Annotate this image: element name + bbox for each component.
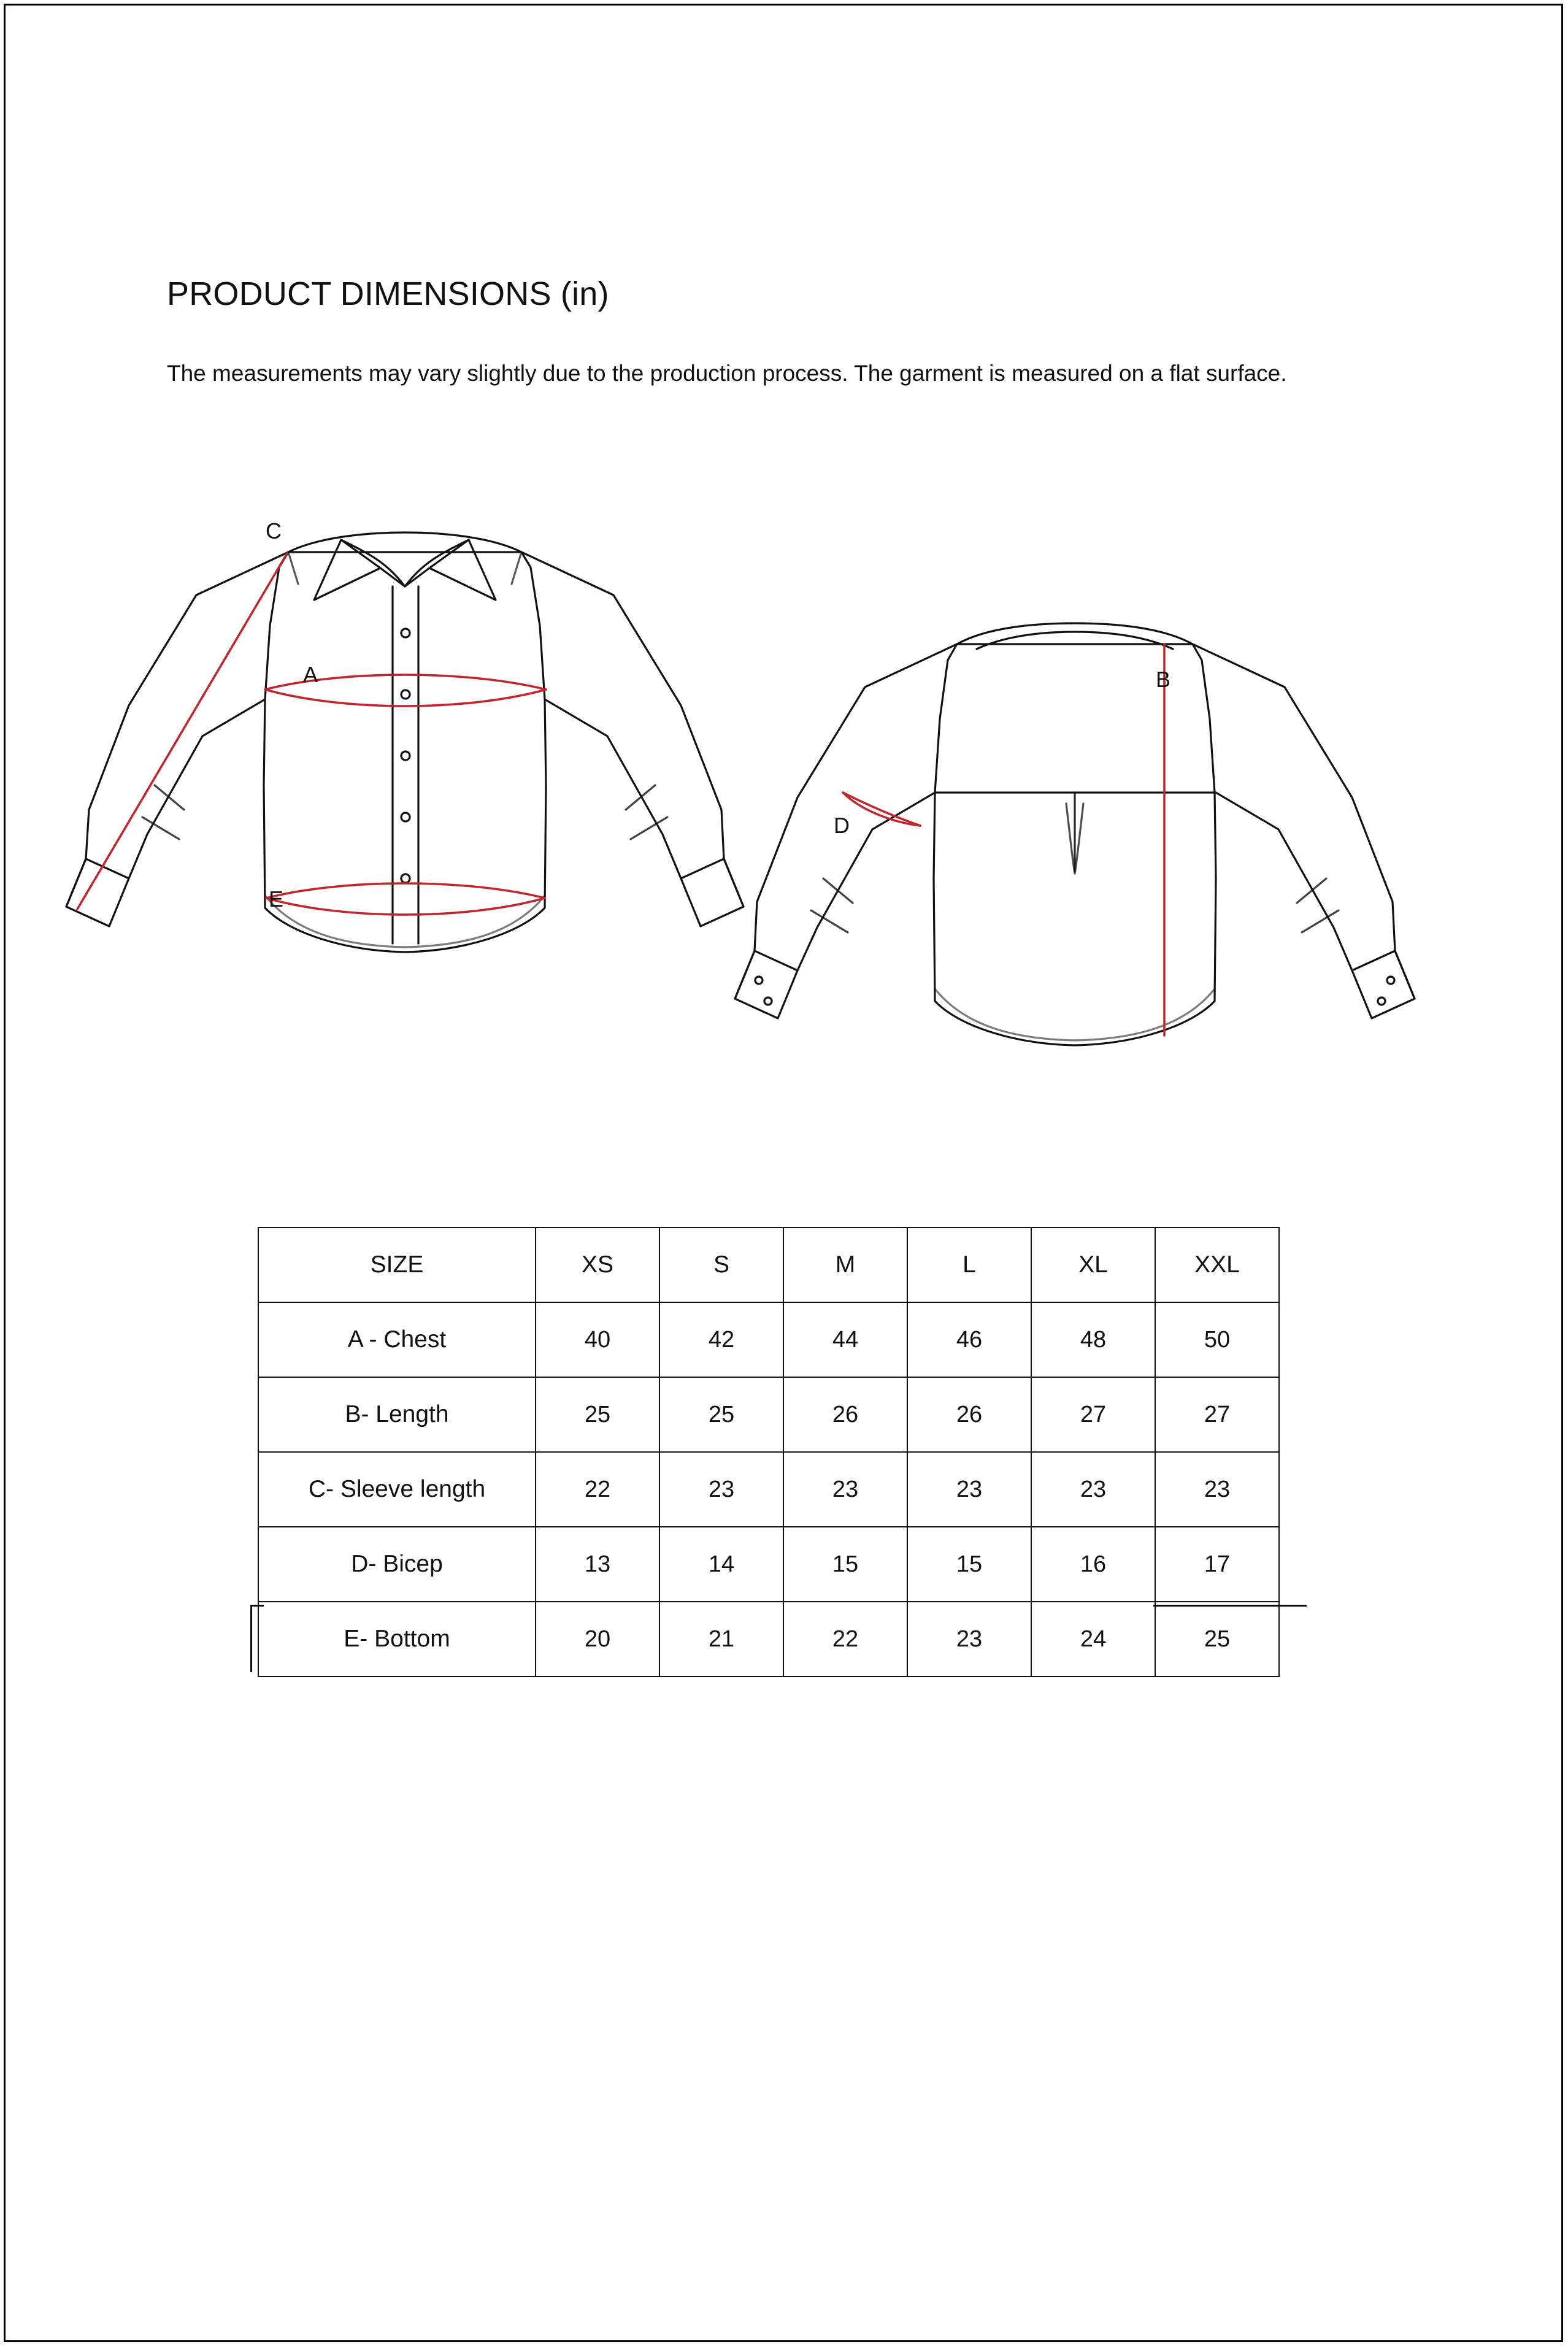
table-margin-mark-left-vertical	[250, 1605, 252, 1672]
table-cell: 26	[783, 1377, 907, 1452]
table-header-cell: XL	[1031, 1227, 1155, 1302]
table-cell: 17	[1155, 1527, 1279, 1602]
table-cell: 23	[783, 1452, 907, 1527]
row-label: C- Sleeve length	[258, 1452, 536, 1527]
table-header-row	[258, 1227, 1279, 1302]
callout-label-d: D	[834, 813, 850, 838]
callout-label-e: E	[268, 886, 284, 912]
table-cell: 14	[659, 1527, 783, 1602]
row-label: E- Bottom	[258, 1602, 536, 1677]
measure-line-e-top	[266, 898, 545, 915]
table-cell: 16	[1031, 1527, 1155, 1602]
table-header-cell: M	[783, 1227, 907, 1302]
page-title: PRODUCT DIMENSIONS (in)	[167, 275, 609, 312]
table-cell: 23	[907, 1452, 1031, 1527]
table-cell: 25	[536, 1377, 659, 1452]
table-cell: 25	[659, 1377, 783, 1452]
table-cell: 21	[659, 1602, 783, 1677]
table-margin-mark-left-top	[250, 1605, 264, 1607]
table-cell: 48	[1031, 1302, 1155, 1377]
table-row	[258, 1377, 1279, 1452]
measurement-lines	[77, 553, 1164, 1035]
callout-label-a: A	[302, 662, 318, 687]
table-cell: 22	[536, 1452, 659, 1527]
table-row	[258, 1527, 1279, 1602]
measure-line-e-bottom	[266, 883, 545, 898]
row-label: A - Chest	[258, 1302, 536, 1377]
garment-illustration	[0, 442, 1568, 1202]
table-cell: 25	[1155, 1602, 1279, 1677]
table-cell: 27	[1031, 1377, 1155, 1452]
table-cell: 15	[783, 1527, 907, 1602]
table-row	[258, 1452, 1279, 1527]
table-cell: 24	[1031, 1602, 1155, 1677]
table-cell: 22	[783, 1602, 907, 1677]
shirt-front-view	[66, 532, 744, 952]
table-header-cell: XXL	[1155, 1227, 1279, 1302]
table-cell: 26	[907, 1377, 1031, 1452]
measure-line-c	[77, 553, 287, 909]
table-cell: 27	[1155, 1377, 1279, 1452]
table-cell: 23	[1031, 1452, 1155, 1527]
table-header-cell: L	[907, 1227, 1031, 1302]
row-label: B- Length	[258, 1377, 536, 1452]
table-row	[258, 1602, 1279, 1677]
table-cell: 20	[536, 1602, 659, 1677]
table-cell: 46	[907, 1302, 1031, 1377]
table-margin-mark-right	[1153, 1605, 1307, 1607]
table-cell: 44	[783, 1302, 907, 1377]
callout-label-c: C	[266, 518, 282, 544]
page-subtitle: The measurements may vary slightly due to the production process. The garment is measured on a flat surface.	[167, 361, 1287, 386]
table-cell: 23	[907, 1602, 1031, 1677]
table-cell: 15	[907, 1527, 1031, 1602]
row-label: D- Bicep	[258, 1527, 536, 1602]
table-cell: 23	[659, 1452, 783, 1527]
table-cell: 23	[1155, 1452, 1279, 1527]
table-cell: 40	[536, 1302, 659, 1377]
callout-label-b: B	[1155, 667, 1171, 692]
size-chart-table	[258, 1227, 1280, 1677]
table-header-cell: XS	[536, 1227, 659, 1302]
table-header-cell: S	[659, 1227, 783, 1302]
table-cell: 50	[1155, 1302, 1279, 1377]
table-cell: 13	[536, 1527, 659, 1602]
table-row	[258, 1302, 1279, 1377]
table-cell: 42	[659, 1302, 783, 1377]
table-header-cell: SIZE	[258, 1227, 536, 1302]
